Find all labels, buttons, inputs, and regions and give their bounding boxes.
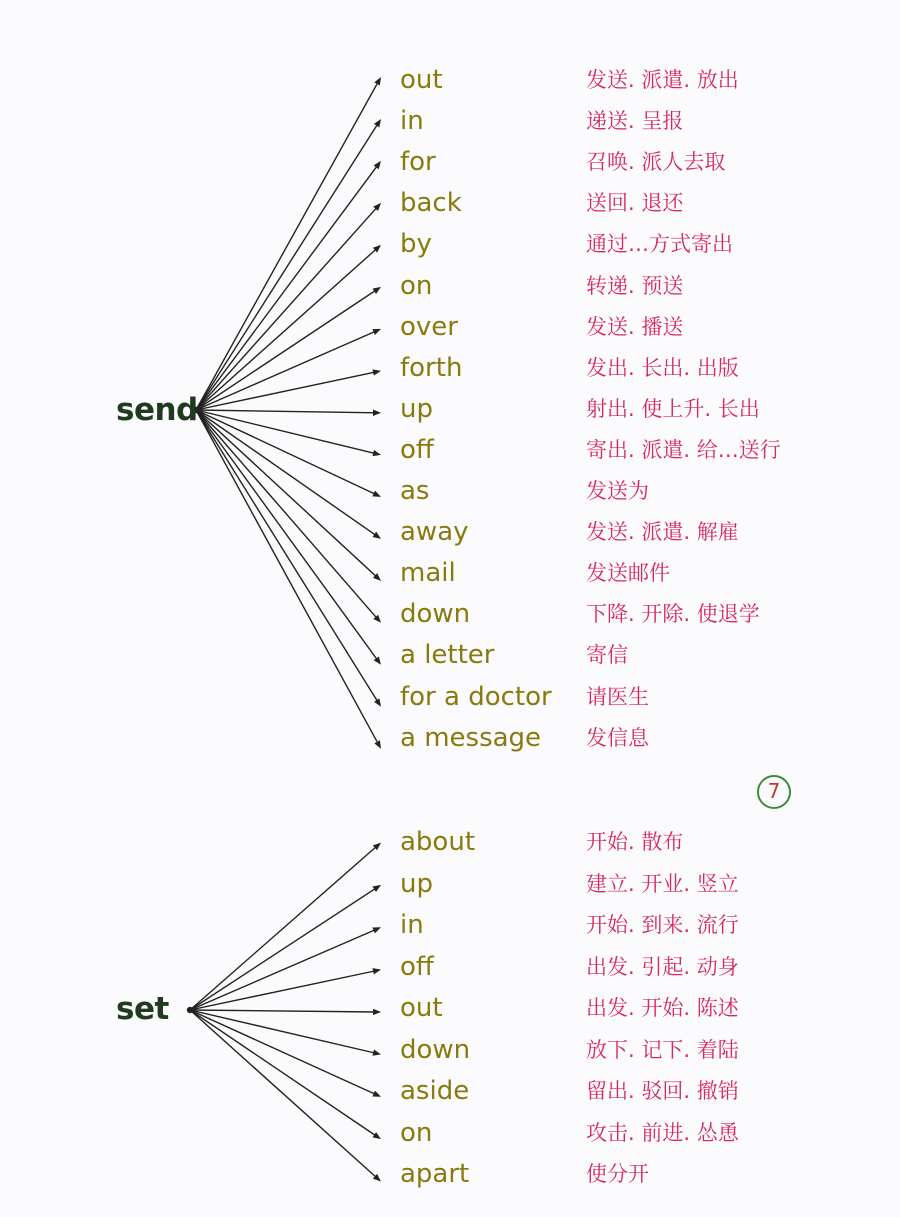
meaning-text: 发出. 长出. 出版 — [586, 355, 739, 380]
arrowhead — [374, 77, 381, 86]
particle-word: out — [400, 65, 443, 95]
particle-word: down — [400, 1034, 471, 1065]
meaning-text: 发送. 派遣. 放出 — [586, 68, 739, 92]
arrowhead — [372, 1050, 381, 1056]
particle-word: off — [400, 434, 434, 465]
connector-line — [196, 410, 377, 536]
connector-line — [190, 1010, 377, 1095]
particle-word: down — [400, 599, 471, 630]
meaning-text: 出发. 引起. 动身 — [586, 954, 739, 979]
meaning-text: 出发. 开始. 陈述 — [586, 996, 739, 1020]
connector-line — [196, 410, 377, 618]
root-word-set: set — [116, 991, 169, 1027]
arrowhead — [374, 740, 381, 749]
connector-line — [196, 207, 377, 410]
connector-line — [196, 248, 377, 410]
arrowhead — [373, 532, 381, 539]
meaning-text: 请医生 — [586, 684, 649, 709]
meaning-text: 攻击. 前进. 怂恿 — [586, 1120, 739, 1145]
connector-line — [196, 410, 377, 701]
particle-word: up — [400, 393, 433, 424]
connector-line — [196, 166, 377, 410]
connector-line — [190, 971, 377, 1011]
particle-word: mail — [400, 558, 456, 589]
connector-line — [190, 929, 377, 1010]
meaning-text: 转递. 预送 — [586, 273, 684, 298]
connector-line — [196, 125, 377, 410]
meaning-text: 发送邮件 — [586, 561, 670, 586]
arrowhead — [372, 450, 381, 456]
connector-line — [190, 1010, 377, 1012]
meaning-text: 递送. 呈报 — [586, 109, 684, 134]
arrowhead — [372, 329, 381, 335]
particle-word: in — [400, 910, 424, 940]
connector-line — [196, 410, 377, 413]
arrowhead — [373, 968, 381, 974]
meaning-text: 寄出. 派遣. 给…送行 — [586, 437, 781, 462]
particle-word: aside — [400, 1076, 470, 1106]
particle-word: by — [400, 229, 432, 260]
particle-word: apart — [400, 1159, 470, 1189]
connector-line — [196, 372, 377, 410]
meaning-text: 送回. 退还 — [586, 191, 684, 216]
meaning-text: 留出. 驳回. 撤销 — [586, 1079, 739, 1103]
particle-word: on — [400, 270, 433, 301]
arrowhead — [373, 885, 381, 892]
meaning-text: 放下. 记下. 着陆 — [586, 1037, 739, 1062]
arrowhead — [372, 491, 381, 497]
particle-word: as — [400, 476, 430, 506]
connector-line — [196, 331, 377, 410]
arrowhead — [374, 656, 381, 664]
connector-line — [190, 1010, 377, 1054]
arrowhead — [373, 410, 381, 416]
connector-line — [196, 290, 377, 411]
connector-line — [196, 410, 377, 577]
particle-word: in — [400, 106, 424, 137]
page-number-badge: 7 — [757, 775, 791, 809]
connector-line — [190, 846, 377, 1010]
arrowhead — [373, 1132, 381, 1139]
meaning-text: 建立. 开业. 竖立 — [586, 871, 739, 896]
arrowhead — [373, 369, 381, 375]
meaning-text: 发送为 — [586, 479, 649, 503]
meaning-text: 寄信 — [586, 643, 628, 668]
particle-word: for — [400, 147, 436, 178]
particle-word: about — [400, 827, 476, 857]
meaning-text: 通过…方式寄出 — [586, 232, 733, 257]
particle-word: away — [400, 517, 469, 548]
connector-line — [196, 410, 377, 742]
particle-word: back — [400, 188, 462, 219]
connector-line — [196, 84, 377, 410]
meaning-text: 召唤. 派人去取 — [586, 150, 726, 175]
hub-dot — [187, 1007, 193, 1013]
connector-line — [190, 1010, 377, 1137]
meaning-text: 发送. 派遣. 解雇 — [586, 520, 739, 545]
particle-word: a message — [400, 722, 542, 753]
connector-line — [190, 888, 377, 1011]
meaning-text: 射出. 使上升. 长出 — [586, 396, 760, 421]
meaning-text: 开始. 散布 — [586, 830, 684, 854]
arrowhead — [374, 698, 381, 706]
meaning-text: 使分开 — [586, 1162, 649, 1186]
meaning-text: 发信息 — [586, 725, 649, 750]
meaning-text: 下降. 开除. 使退学 — [586, 602, 760, 627]
meaning-text: 开始. 到来. 流行 — [586, 913, 739, 937]
particle-word: out — [400, 993, 443, 1023]
connector-line — [190, 1010, 377, 1178]
particle-word: over — [400, 311, 458, 342]
arrowhead — [372, 927, 381, 933]
arrowhead — [374, 161, 381, 169]
arrowhead — [374, 119, 381, 127]
arrowhead — [372, 1091, 381, 1097]
particle-word: up — [400, 868, 433, 899]
root-word-send: send — [116, 392, 198, 428]
particle-word: a letter — [400, 640, 495, 671]
meaning-text: 发送. 播送 — [586, 314, 684, 339]
particle-word: on — [400, 1117, 433, 1148]
arrowhead — [373, 1009, 381, 1015]
particle-word: forth — [400, 352, 463, 383]
particle-word: off — [400, 951, 434, 982]
arrowhead — [373, 287, 381, 294]
particle-word: for a doctor — [400, 681, 552, 712]
